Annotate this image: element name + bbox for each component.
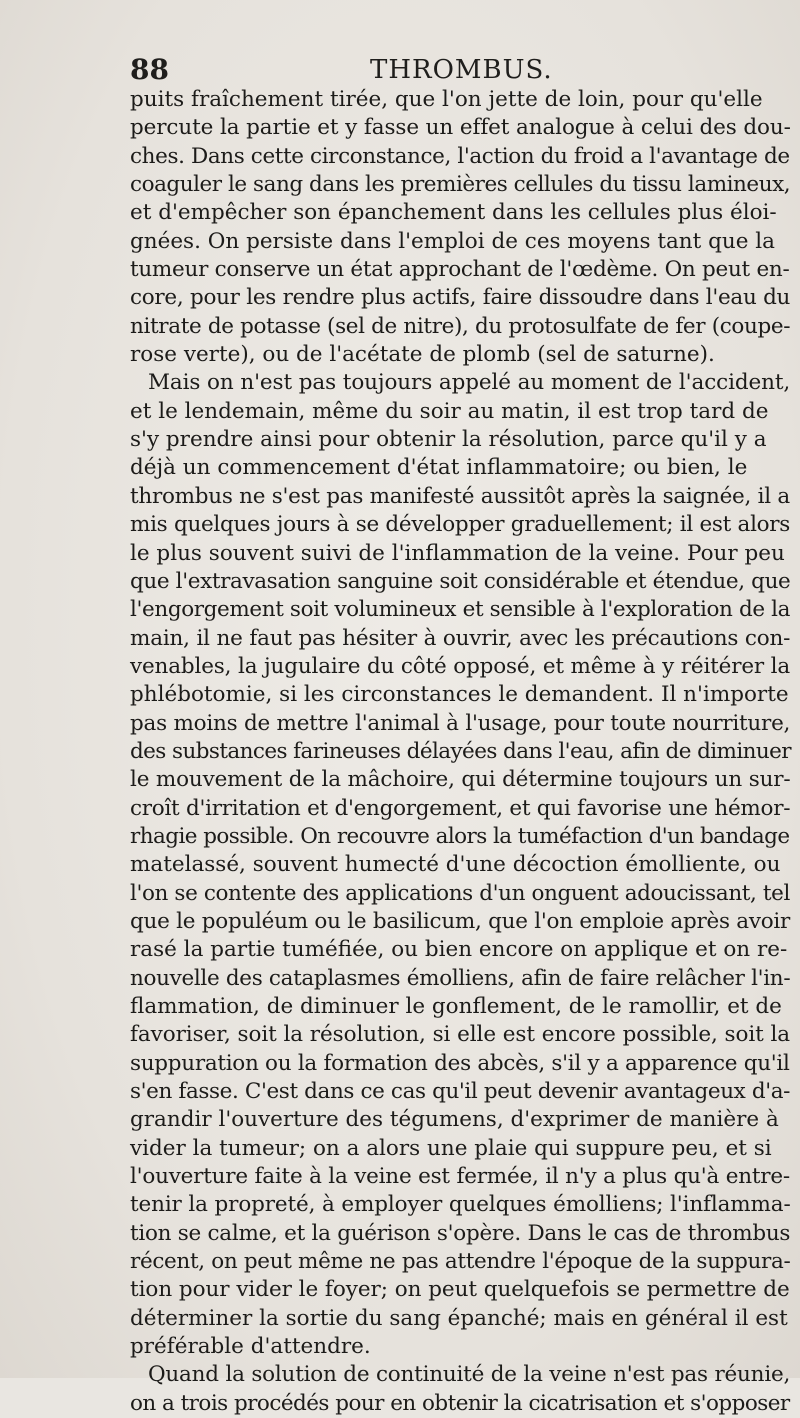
text-line: l'engorgement soit volumineux et sensible à l'exploration de la (130, 597, 791, 623)
text-line: pas moins de mettre l'animal à l'usage, pour toute nourriture, (130, 710, 791, 736)
text-line: main, il ne faut pas hésiter à ouvrir, avec les précautions con- (130, 625, 791, 651)
text-line: percute la partie et y fasse un effet analogue à celui des dou- (130, 115, 791, 141)
text-line: grandir l'ouverture des tégumens, d'exprimer de manière à (130, 1107, 779, 1133)
text-line: core, pour les rendre plus actifs, faire dissoudre dans l'eau du (130, 285, 791, 311)
text-line: mis quelques jours à se développer graduellement; il est alors (130, 512, 791, 538)
text-line: l'ouverture faite à la veine est fermée, il n'y a plus qu'à entre- (130, 1164, 790, 1190)
text-line: et le lendemain, même du soir au matin, il est trop tard de (130, 398, 769, 424)
text-line: thrombus ne s'est pas manifesté aussitôt après la saignée, il a (130, 483, 790, 509)
text-line: puits fraîchement tirée, que l'on jette de loin, pour qu'elle (130, 87, 763, 112)
text-line: rasé la partie tuméfiée, ou bien encore on applique et on re- (130, 937, 788, 963)
running-head: THROMBUS. (370, 55, 553, 85)
text-line: gnées. On persiste dans l'emploi de ces moyens tant que la (130, 228, 775, 254)
page-header (130, 52, 690, 88)
text-line: Mais on n'est pas toujours appelé au moment de l'accident, (148, 370, 791, 396)
text-line: croît d'irritation et d'engorgement, et qui favorise une hémor- (130, 795, 791, 821)
text-line: on a trois procédés pour en obtenir la cicatrisation et s'opposer (130, 1390, 790, 1416)
text-line: Quand la solution de continuité de la veine n'est pas réunie, (148, 1362, 791, 1388)
text-line: rose verte), ou de l'acétate de plomb (sel de saturne). (130, 342, 715, 368)
text-line: matelassé, souvent humecté d'une décoction émolliente, ou (130, 852, 781, 878)
text-line: s'y prendre ainsi pour obtenir la résolution, parce qu'il y a (130, 427, 767, 453)
text-line: déterminer la sortie du sang épanché; mais en général il est (130, 1305, 788, 1331)
text-line: et d'empêcher son épanchement dans les cellules plus éloi- (130, 200, 777, 226)
text-line: suppuration ou la formation des abcès, s'il y a apparence qu'il (130, 1050, 790, 1076)
text-line: que le populéum ou le basilicum, que l'on emploie après avoir (130, 908, 791, 934)
text-line: nitrate de potasse (sel de nitre), du protosulfate de fer (coupe- (130, 313, 791, 339)
text-line: s'en fasse. C'est dans ce cas qu'il peut devenir avantageux d'a- (130, 1079, 791, 1105)
text-line: vider la tumeur; on a alors une plaie qui suppure peu, et si (130, 1135, 772, 1161)
text-line: tion se calme, et la guérison s'opère. Dans le cas de thrombus (130, 1220, 791, 1246)
text-line: tion pour vider le foyer; on peut quelquefois se permettre de (130, 1277, 790, 1303)
text-line: tumeur conserve un état approchant de l'œdème. On peut en- (130, 257, 790, 283)
text-line: l'on se contente des applications d'un onguent adoucissant, tel (130, 880, 790, 906)
text-line: déjà un commencement d'état inflammatoire; ou bien, le (130, 455, 748, 481)
body-text (130, 86, 790, 1418)
text-line: ches. Dans cette circonstance, l'action du froid a l'avantage de (130, 143, 790, 169)
text-line: tenir la propreté, à employer quelques émolliens; l'inflamma- (130, 1192, 791, 1218)
text-line: le plus souvent suivi de l'inflammation de la veine. Pour peu (130, 540, 785, 566)
text-line: que l'extravasation sanguine soit considérable et étendue, que (130, 568, 791, 594)
text-line: préférable d'attendre. (130, 1334, 371, 1360)
text-line: venables, la jugulaire du côté opposé, et même à y réitérer la (130, 653, 791, 679)
page-number: 88 (130, 53, 169, 86)
text-line: favoriser, soit la résolution, si elle est encore possible, soit la (130, 1022, 790, 1048)
text-line: le mouvement de la mâchoire, qui détermine toujours un sur- (130, 767, 791, 793)
text-line: coaguler le sang dans les premières cellules du tissu lamineux, (130, 172, 791, 198)
text-line: des substances farineuses délayées dans l'eau, afin de diminuer (130, 738, 791, 764)
text-line: rhagie possible. On recouvre alors la tuméfaction d'un bandage (130, 823, 790, 849)
text-line: flammation, de diminuer le gonflement, de le ramollir, et de (130, 994, 782, 1019)
text-line: phlébotomie, si les circonstances le demandent. Il n'importe (130, 682, 789, 708)
text-line: nouvelle des cataplasmes émolliens, afin de faire relâcher l'in- (130, 965, 791, 991)
text-line: récent, on peut même ne pas attendre l'époque de la suppura- (130, 1249, 791, 1275)
